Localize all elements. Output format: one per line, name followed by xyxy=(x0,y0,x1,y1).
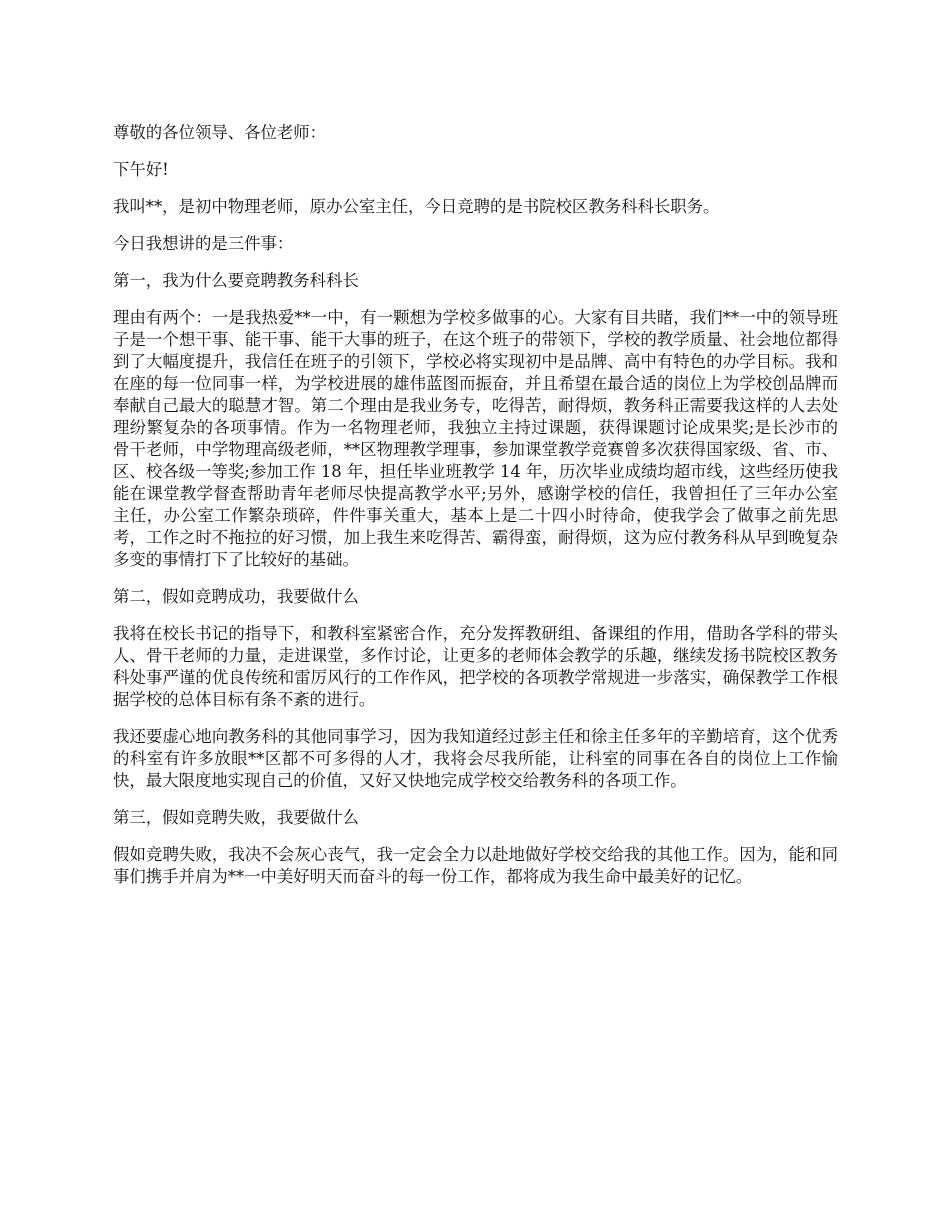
section-body-second-a: 我将在校长书记的指导下，和教科室紧密合作，充分发挥教研组、备课组的作用，借助各学科的带头人、骨干老师的力量，走进课堂，多作讨论，让更多的老师体会教学的乐趣，继续发扬书院校区教务科处事严谨的优良传统和雷厉风行的工作作风，把学校的各项教学常规进一步落实，确保教学工作根据学校的总体目标有条不紊的进行。 xyxy=(113,624,838,709)
section-heading-third: 第三，假如竞聘失败，我要做什么 xyxy=(113,808,359,827)
topic-intro: 今日我想讲的是三件事： xyxy=(113,234,294,253)
section-heading-first: 第一，我为什么要竞聘教务科科长 xyxy=(113,271,359,290)
section-body-third: 假如竞聘失败，我决不会灰心丧气，我一定会全力以赴地做好学校交给我的其他工作。因为，能和同事们携手并肩为**一中美好明天而奋斗的每一份工作，都将成为我生命中最美好的记忆。 xyxy=(113,845,838,886)
greeting: 下午好! xyxy=(113,160,169,179)
section-heading-second: 第二，假如竞聘成功，我要做什么 xyxy=(113,587,359,606)
section-body-second-b: 我还要虚心地向教务科的其他同事学习，因为我知道经过彭主任和徐主任多年的辛勤培育，这个优秀的科室有许多放眼**区都不可多得的人才，我将会尽我所能，让科室的同事在各自的岗位上工作愉快，最大限度地实现自己的价值，又好又快地完成学校交给教务科的各项工作。 xyxy=(113,727,838,790)
salutation: 尊敬的各位领导、各位老师： xyxy=(113,123,327,142)
document-body xyxy=(113,122,838,903)
section-body-first: 理由有两个：一是我热爱**一中，有一颗想为学校多做事的心。大家有目共睹，我们**一中的领导班子是一个想干事、能干事、能干大事的班子，在这个班子的带领下，学校的教学质量、社会地位都得到了大幅度提升，我信任在班子的引领下，学校必将实现初中是品牌、高中有特色的办学目标。我和在座的每一位同事一样，为学校进展的雄伟蓝图而振奋，并且希望在最合适的岗位上为学校创品牌而奉献自己最大的聪慧才智。第二个理由是我业务专，吃得苦，耐得烦，教务科正需要我这样的人去处理纷繁复杂的各项事情。作为一名物理老师，我独立主持过课题，获得课题讨论成果奖;是长沙市的骨干老师，中学物理高级老师，**区物理教学理事，参加课堂教学竞赛曾多次获得国家级、省、市、区、校各级一等奖;参加工作 18 年，担任毕业班教学 14 年，历次毕业成绩均超市线，这些经历使我能在课堂教学督查帮助青年老师尽快提高教学水平;另外，感谢学校的信任，我曾担任了三年办公室主任，办公室工作繁杂琐碎，件件事关重大，基本上是二十四小时待命，使我学会了做事之前先思考，工作之时不拖拉的好习惯，加上我生来吃得苦、霸得蛮，耐得烦，这为应付教务科从早到晚复杂多变的事情打下了比较好的基础。 xyxy=(113,308,838,569)
self-introduction: 我叫**，是初中物理老师，原办公室主任，今日竞聘的是书院校区教务科科长职务。 xyxy=(113,197,720,216)
